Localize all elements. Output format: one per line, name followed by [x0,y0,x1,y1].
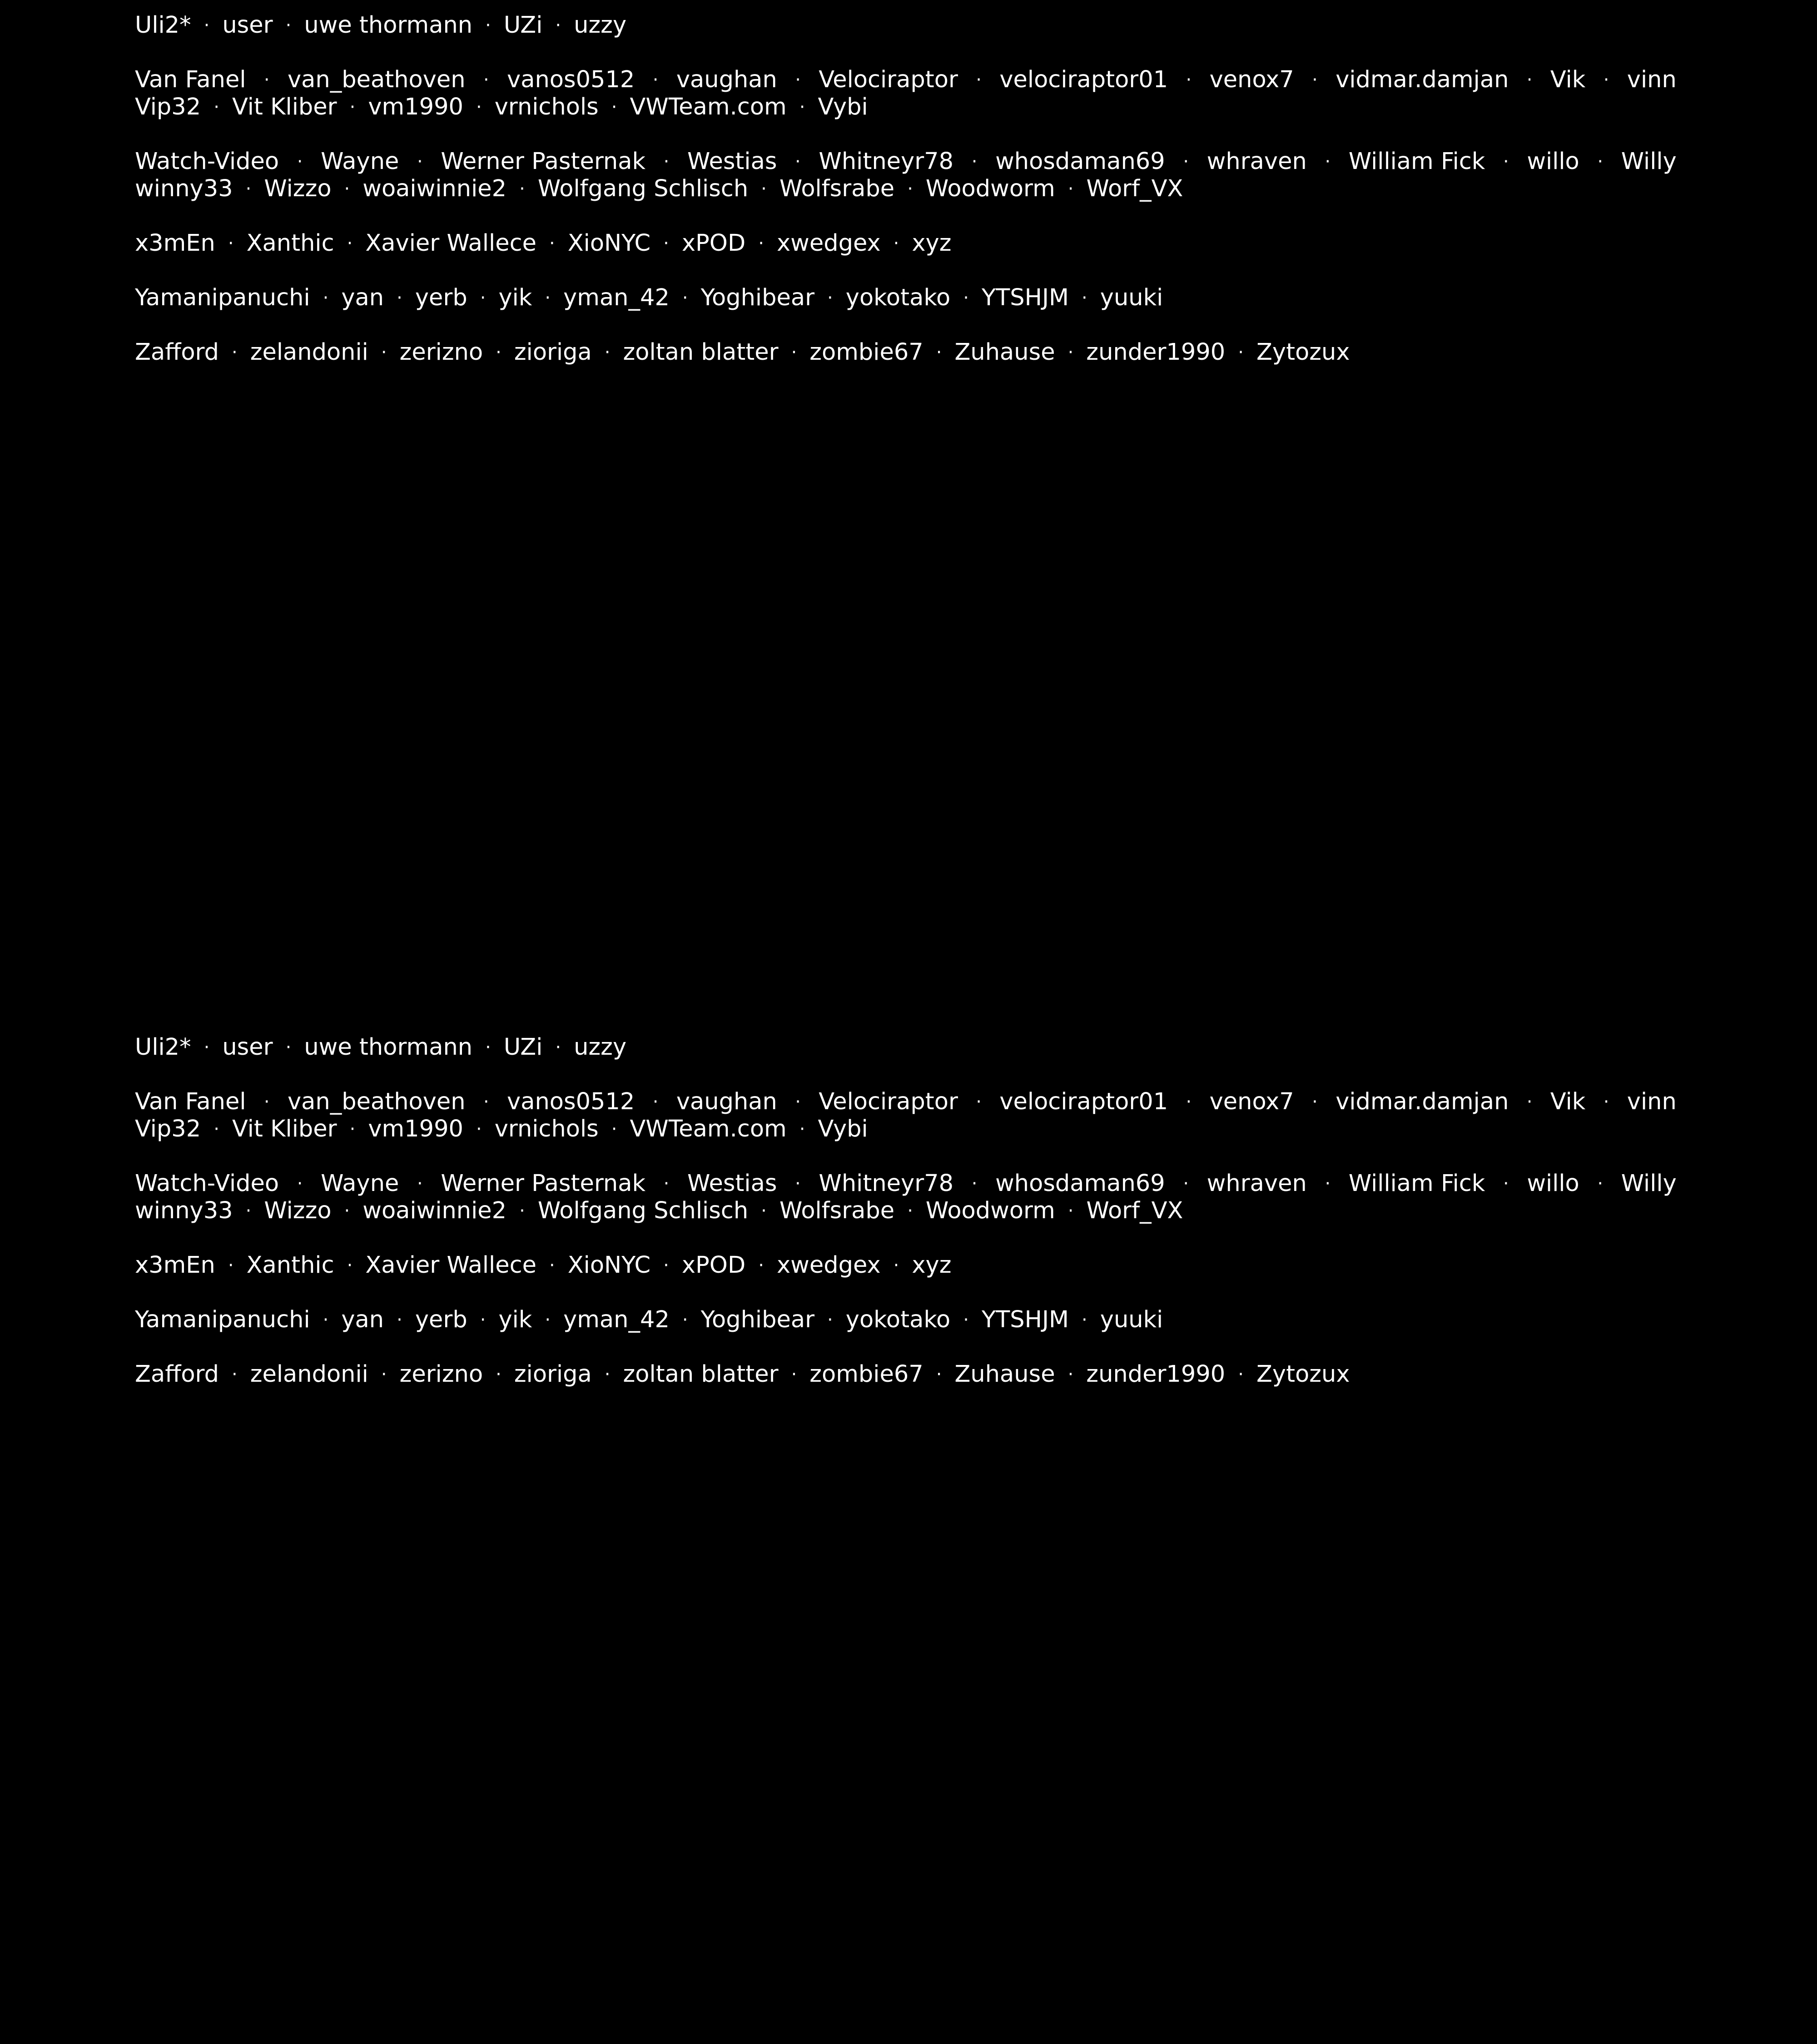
contributor-name: Yamanipanuchi [135,1306,310,1333]
separator-dot: · [323,1310,329,1330]
contributor-name: woaiwinnie2 [362,1197,507,1224]
separator-dot: · [611,97,617,118]
contributor-name: vaughan [676,1088,777,1115]
separator-dot: · [758,1255,764,1276]
separator-dot: · [936,1364,942,1385]
contributor-name: velociraptor01 [999,66,1168,93]
contributor-name: xyz [912,230,952,257]
separator-dot: · [893,233,899,254]
contributor-name: venox7 [1209,66,1294,93]
separator-dot: · [476,1119,482,1140]
separator-dot: · [204,15,210,36]
separator-dot: · [795,1173,801,1194]
contributor-name: Whitneyr78 [819,1170,954,1197]
separator-dot: · [1312,1091,1318,1112]
credits-line [135,339,1677,366]
separator-dot: · [263,69,270,90]
separator-dot: · [297,151,303,172]
credits-paragraph [135,1361,1677,1388]
contributor-name: whraven [1206,148,1307,175]
contributor-name: vaughan [676,66,777,93]
contributor-name: Xanthic [246,230,334,257]
contributor-name: yokotako [845,284,951,311]
separator-dot: · [1312,69,1318,90]
separator-dot: · [1186,69,1192,90]
contributor-name: Wizzo [264,175,332,202]
contributor-name: Werner Pasternak [441,1170,646,1197]
contributor-name: whosdaman69 [995,148,1165,175]
contributor-name: YTSHJM [981,284,1069,311]
separator-dot: · [1238,342,1244,363]
contributor-name: VWTeam.com [630,1116,787,1142]
separator-dot: · [285,15,292,36]
separator-dot: · [349,1119,356,1140]
contributor-name: Worf_VX [1086,175,1183,202]
contributor-name: Vit Kliber [232,1116,337,1142]
contributor-name: xwedgex [776,1252,881,1279]
separator-dot: · [976,1091,982,1112]
contributor-name: Zuhause [954,339,1055,366]
contributor-name: zoltan blatter [623,339,779,366]
credits-line [135,1088,1677,1116]
separator-dot: · [545,288,551,308]
contributor-name: Yoghibear [700,1306,815,1333]
separator-dot: · [1067,1364,1074,1385]
contributor-name: Zytozux [1256,339,1350,366]
contributor-name: Zafford [135,1361,219,1388]
contributor-name: Yoghibear [700,284,815,311]
separator-dot: · [663,151,670,172]
credits-line [135,284,1677,312]
credits-paragraph [135,66,1677,121]
separator-dot: · [344,179,350,199]
contributor-name: yik [498,284,532,311]
contributor-name: Vip32 [135,94,201,120]
separator-dot: · [1603,69,1609,90]
separator-dot: · [323,288,329,308]
separator-dot: · [795,69,801,90]
contributor-name: Wayne [321,148,399,175]
separator-dot: · [758,233,764,254]
credits-line [135,12,1677,39]
credits-line [135,1361,1677,1388]
separator-dot: · [228,233,234,254]
contributor-name: woaiwinnie2 [362,175,507,202]
separator-dot: · [1082,288,1087,308]
contributor-name: vinn [1627,1088,1677,1115]
credits-line [135,1306,1677,1334]
contributor-name: yman_42 [563,1306,670,1333]
separator-dot: · [827,288,833,308]
separator-dot: · [1503,1173,1509,1194]
contributor-name: yokotako [845,1306,951,1333]
contributor-name: Uli2* [135,1034,191,1061]
separator-dot: · [795,151,801,172]
credits-line [135,94,1677,121]
contributor-name: zerizno [399,1361,483,1388]
contributor-name: Vybi [818,1116,868,1142]
contributor-name: vidmar.damjan [1335,66,1509,93]
separator-dot: · [1603,1091,1609,1112]
credits-paragraph [135,148,1677,203]
contributor-name: van_beathoven [287,66,466,93]
contributor-name: xwedgex [776,230,881,257]
contributor-name: Xavier Wallece [365,1252,536,1279]
separator-dot: · [604,342,611,363]
contributor-name: Wolfsrabe [779,1197,895,1224]
contributor-name: Westias [687,1170,777,1197]
contributor-name: willo [1527,148,1579,175]
separator-dot: · [971,151,978,172]
credits-line [135,1034,1677,1061]
credits-paragraph [135,1252,1677,1279]
contributor-name: Van Fanel [135,66,246,93]
credits-line [135,1170,1677,1197]
contributor-name: vidmar.damjan [1335,1088,1509,1115]
credits-paragraph [135,339,1677,366]
contributor-name: xPOD [681,1252,746,1279]
separator-dot: · [417,151,423,172]
separator-dot: · [971,1173,978,1194]
contributor-name: Zytozux [1256,1361,1350,1388]
separator-dot: · [285,1037,292,1058]
credits-paragraph [135,12,1677,39]
contributor-name: vrnichols [494,94,599,120]
separator-dot: · [663,1173,670,1194]
contributor-name: uwe thormann [304,12,473,39]
separator-dot: · [549,1255,555,1276]
separator-dot: · [397,1310,402,1330]
contributor-name: VWTeam.com [630,94,787,120]
separator-dot: · [519,179,525,199]
separator-dot: · [344,1201,350,1221]
contributor-name: XioNYC [567,230,651,257]
contributor-name: zerizno [399,339,483,366]
separator-dot: · [1503,151,1509,172]
contributor-name: Worf_VX [1086,1197,1183,1224]
separator-dot: · [245,179,252,199]
separator-dot: · [297,1173,303,1194]
credits-line [135,230,1677,257]
separator-dot: · [663,1255,669,1276]
contributor-name: Van Fanel [135,1088,246,1115]
separator-dot: · [795,1091,801,1112]
contributor-name: whraven [1206,1170,1307,1197]
separator-dot: · [907,1201,913,1221]
contributor-name: William Fick [1348,1170,1485,1197]
separator-dot: · [213,1119,219,1140]
separator-dot: · [485,15,491,36]
contributor-name: x3mEn [135,230,215,257]
separator-dot: · [936,342,942,363]
separator-dot: · [347,1255,353,1276]
separator-dot: · [1526,1091,1533,1112]
separator-dot: · [496,342,501,363]
contributor-name: Wayne [321,1170,399,1197]
separator-dot: · [231,1364,238,1385]
contributor-name: xPOD [681,230,746,257]
credits-line [135,148,1677,175]
separator-dot: · [397,288,402,308]
separator-dot: · [1325,151,1331,172]
separator-dot: · [476,97,482,118]
separator-dot: · [263,1091,270,1112]
contributor-name: user [222,1034,273,1061]
contributor-name: zioriga [514,339,592,366]
separator-dot: · [1597,151,1604,172]
contributor-name: Wizzo [264,1197,332,1224]
contributor-name: velociraptor01 [999,1088,1168,1115]
contributor-name: Zafford [135,339,219,366]
separator-dot: · [483,69,489,90]
credits-paragraph [135,1088,1677,1143]
contributor-name: XioNYC [567,1252,651,1279]
separator-dot: · [682,1310,688,1330]
contributor-name: Whitneyr78 [819,148,954,175]
contributor-name: zioriga [514,1361,592,1388]
contributor-name: Xavier Wallece [365,230,536,257]
separator-dot: · [761,179,767,199]
separator-dot: · [480,288,486,308]
credits-list-bottom [135,1034,1677,1415]
separator-dot: · [381,1364,387,1385]
separator-dot: · [1183,151,1189,172]
separator-dot: · [791,1364,797,1385]
credits-line [135,175,1677,203]
contributor-name: yuuki [1100,284,1163,311]
separator-dot: · [1526,69,1533,90]
separator-dot: · [545,1310,551,1330]
contributor-name: Westias [687,148,777,175]
separator-dot: · [519,1201,525,1221]
separator-dot: · [652,1091,659,1112]
contributor-name: UZi [503,12,543,39]
credits-paragraph [135,284,1677,312]
credits-line [135,66,1677,94]
contributor-name: yerb [415,1306,467,1333]
contributor-name: uwe thormann [304,1034,473,1061]
contributor-name: yik [498,1306,532,1333]
separator-dot: · [791,342,797,363]
contributor-name: zombie67 [809,1361,923,1388]
contributor-name: whosdaman69 [995,1170,1165,1197]
contributor-name: winny33 [135,1197,233,1224]
contributor-name: zunder1990 [1086,1361,1226,1388]
separator-dot: · [480,1310,486,1330]
contributor-name: van_beathoven [287,1088,466,1115]
separator-dot: · [1597,1173,1604,1194]
contributor-name: zombie67 [809,339,923,366]
contributor-name: Vybi [818,94,868,120]
contributor-name: Wolfgang Schlisch [537,1197,749,1224]
credits-paragraph [135,1306,1677,1334]
separator-dot: · [245,1201,252,1221]
separator-dot: · [555,1037,561,1058]
separator-dot: · [799,1119,805,1140]
contributor-name: vm1990 [368,1116,463,1142]
contributor-name: Vip32 [135,1116,201,1142]
contributor-name: zoltan blatter [623,1361,779,1388]
contributor-name: yan [341,1306,384,1333]
separator-dot: · [1325,1173,1331,1194]
contributor-name: Woodworm [925,175,1055,202]
contributor-name: Vit Kliber [232,94,337,120]
contributor-name: Xanthic [246,1252,334,1279]
separator-dot: · [963,288,969,308]
separator-dot: · [231,342,238,363]
separator-dot: · [1238,1364,1244,1385]
separator-dot: · [761,1201,767,1221]
contributor-name: vinn [1627,66,1677,93]
contributor-name: Velociraptor [819,1088,958,1115]
separator-dot: · [347,233,353,254]
credits-line [135,1197,1677,1225]
contributor-name: uzzy [574,12,627,39]
separator-dot: · [976,69,982,90]
separator-dot: · [496,1364,501,1385]
contributor-name: yan [341,284,384,311]
separator-dot: · [1067,179,1074,199]
separator-dot: · [1082,1310,1087,1330]
separator-dot: · [213,97,219,118]
separator-dot: · [799,97,805,118]
separator-dot: · [549,233,555,254]
contributor-name: UZi [503,1034,543,1061]
separator-dot: · [1067,342,1074,363]
contributor-name: Zuhause [954,1361,1055,1388]
separator-dot: · [1186,1091,1192,1112]
credits-paragraph [135,1170,1677,1225]
contributor-name: William Fick [1348,148,1485,175]
contributor-name: yman_42 [563,284,670,311]
contributor-name: Vik [1550,1088,1586,1115]
separator-dot: · [604,1364,611,1385]
contributor-name: willo [1527,1170,1579,1197]
contributor-name: vm1990 [368,94,463,120]
contributor-name: winny33 [135,175,233,202]
credits-paragraph [135,1034,1677,1061]
separator-dot: · [204,1037,210,1058]
separator-dot: · [1183,1173,1189,1194]
separator-dot: · [682,288,688,308]
contributor-name: zelandonii [250,1361,368,1388]
contributor-name: Werner Pasternak [441,148,646,175]
contributor-name: vanos0512 [507,1088,635,1115]
contributor-name: venox7 [1209,1088,1294,1115]
separator-dot: · [417,1173,423,1194]
contributor-name: Watch-Video [135,1170,279,1197]
contributor-name: vrnichols [494,1116,599,1142]
contributor-name: x3mEn [135,1252,215,1279]
contributor-name: user [222,12,273,39]
separator-dot: · [349,97,356,118]
contributor-name: Uli2* [135,12,191,39]
separator-dot: · [652,69,659,90]
separator-dot: · [381,342,387,363]
contributor-name: yuuki [1100,1306,1163,1333]
contributor-name: Willy [1621,1170,1677,1197]
separator-dot: · [611,1119,617,1140]
contributor-name: Watch-Video [135,148,279,175]
separator-dot: · [827,1310,833,1330]
credits-list-top [135,12,1677,393]
contributor-name: Woodworm [925,1197,1055,1224]
separator-dot: · [663,233,669,254]
contributor-name: yerb [415,284,467,311]
contributor-name: xyz [912,1252,952,1279]
contributor-name: Willy [1621,148,1677,175]
separator-dot: · [483,1091,489,1112]
credits-paragraph [135,230,1677,257]
contributor-name: uzzy [574,1034,627,1061]
contributor-name: vanos0512 [507,66,635,93]
separator-dot: · [485,1037,491,1058]
credits-line [135,1116,1677,1143]
separator-dot: · [893,1255,899,1276]
separator-dot: · [228,1255,234,1276]
separator-dot: · [963,1310,969,1330]
contributor-name: Velociraptor [819,66,958,93]
contributor-name: Vik [1550,66,1586,93]
contributor-name: Yamanipanuchi [135,284,310,311]
contributor-name: Wolfsrabe [779,175,895,202]
credits-line [135,1252,1677,1279]
contributor-name: YTSHJM [981,1306,1069,1333]
contributor-name: Wolfgang Schlisch [537,175,749,202]
contributor-name: zunder1990 [1086,339,1226,366]
separator-dot: · [907,179,913,199]
separator-dot: · [1067,1201,1074,1221]
separator-dot: · [555,15,561,36]
contributor-name: zelandonii [250,339,368,366]
